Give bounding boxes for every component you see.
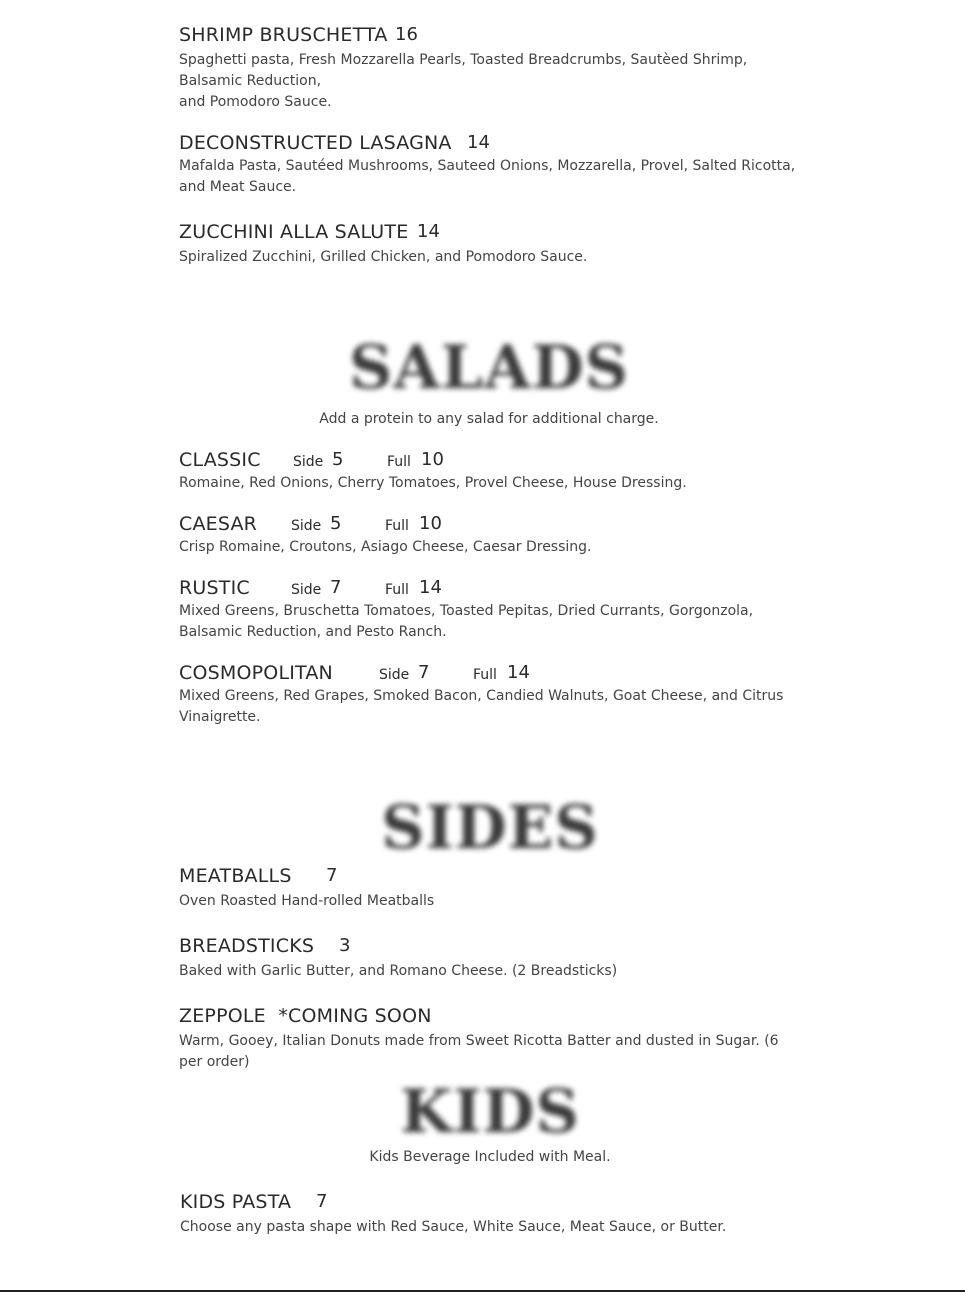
full-label: Full	[385, 582, 409, 598]
item-name: SHRIMP BRUSCHETTA	[179, 24, 388, 46]
item-price: 16	[395, 24, 418, 45]
item-description: Mixed Greens, Bruschetta Tomatoes, Toasted Pepitas, Dried Currants, Gorgonzola, Balsamic Reduction, and Pesto Ranch.	[179, 603, 754, 640]
kids-note: Kids Beverage Included with Meal.	[369, 1149, 611, 1165]
item-description: Mafalda Pasta, Sautéed Mushrooms, Sauteed Onions, Mozzarella, Provel, Salted Ricotta, and Meat Sauce.	[179, 158, 796, 195]
bottom-divider	[0, 1290, 965, 1292]
full-price: 10	[419, 513, 442, 534]
full-label: Full	[385, 518, 409, 534]
full-label: Full	[473, 667, 497, 683]
salads-note: Add a protein to any salad for additional charge.	[319, 411, 659, 427]
section-heading-salads: SALADS	[349, 333, 629, 403]
item-price: 7	[326, 865, 338, 886]
side-label: Side	[293, 454, 324, 470]
full-price: 14	[507, 662, 530, 683]
item-name: CLASSIC	[179, 449, 261, 471]
side-price: 7	[330, 577, 342, 598]
item-description: Choose any pasta shape with Red Sauce, White Sauce, Meat Sauce, or Butter.	[180, 1219, 727, 1235]
item-description-line: and Pomodoro Sauce.	[179, 94, 332, 110]
item-price: 14	[417, 221, 440, 242]
side-price: 5	[330, 513, 342, 534]
item-name: KIDS PASTA	[180, 1191, 292, 1213]
item-description: Baked with Garlic Butter, and Romano Cheese. (2 Breadsticks)	[179, 963, 618, 979]
item-name: ZEPPOLE *COMING SOON	[179, 1005, 432, 1027]
side-label: Side	[291, 518, 322, 534]
item-name: BREADSTICKS	[179, 935, 315, 957]
item-description: Mixed Greens, Red Grapes, Smoked Bacon, Candied Walnuts, Goat Cheese, and Citrus Vinaigrette.	[179, 688, 784, 725]
item-name: CAESAR	[179, 513, 258, 535]
item-description	[179, 50, 804, 113]
item-name: ZUCCHINI ALLA SALUTE	[179, 221, 409, 243]
item-description: Spiralized Zucchini, Grilled Chicken, and Pomodoro Sauce.	[179, 249, 588, 265]
item-description: Romaine, Red Onions, Cherry Tomatoes, Provel Cheese, House Dressing.	[179, 475, 687, 491]
item-description: Crisp Romaine, Croutons, Asiago Cheese, Caesar Dressing.	[179, 539, 592, 555]
side-price: 7	[418, 662, 430, 683]
item-name: MEATBALLS	[179, 865, 292, 887]
item-name: DECONSTRUCTED LASAGNA	[179, 132, 452, 154]
item-price: 14	[467, 132, 490, 153]
item-price: 3	[339, 935, 351, 956]
full-price: 14	[419, 577, 442, 598]
item-name: COSMOPOLITAN	[179, 662, 333, 684]
item-description: Warm, Gooey, Italian Donuts made from Sweet Ricotta Batter and dusted in Sugar. (6 per order)	[179, 1033, 779, 1070]
item-description-line: Spaghetti pasta, Fresh Mozzarella Pearls, Toasted Breadcrumbs, Sautèed Shrimp, Balsamic Reduction,	[179, 52, 748, 89]
side-price: 5	[332, 449, 344, 470]
item-description: Oven Roasted Hand-rolled Meatballs	[179, 893, 435, 909]
section-heading-sides: SIDES	[381, 793, 599, 863]
item-price: 7	[316, 1191, 328, 1212]
full-label: Full	[387, 454, 411, 470]
side-label: Side	[379, 667, 410, 683]
section-heading-kids: KIDS	[400, 1077, 580, 1147]
item-name: RUSTIC	[179, 577, 250, 599]
side-label: Side	[291, 582, 322, 598]
full-price: 10	[421, 449, 444, 470]
